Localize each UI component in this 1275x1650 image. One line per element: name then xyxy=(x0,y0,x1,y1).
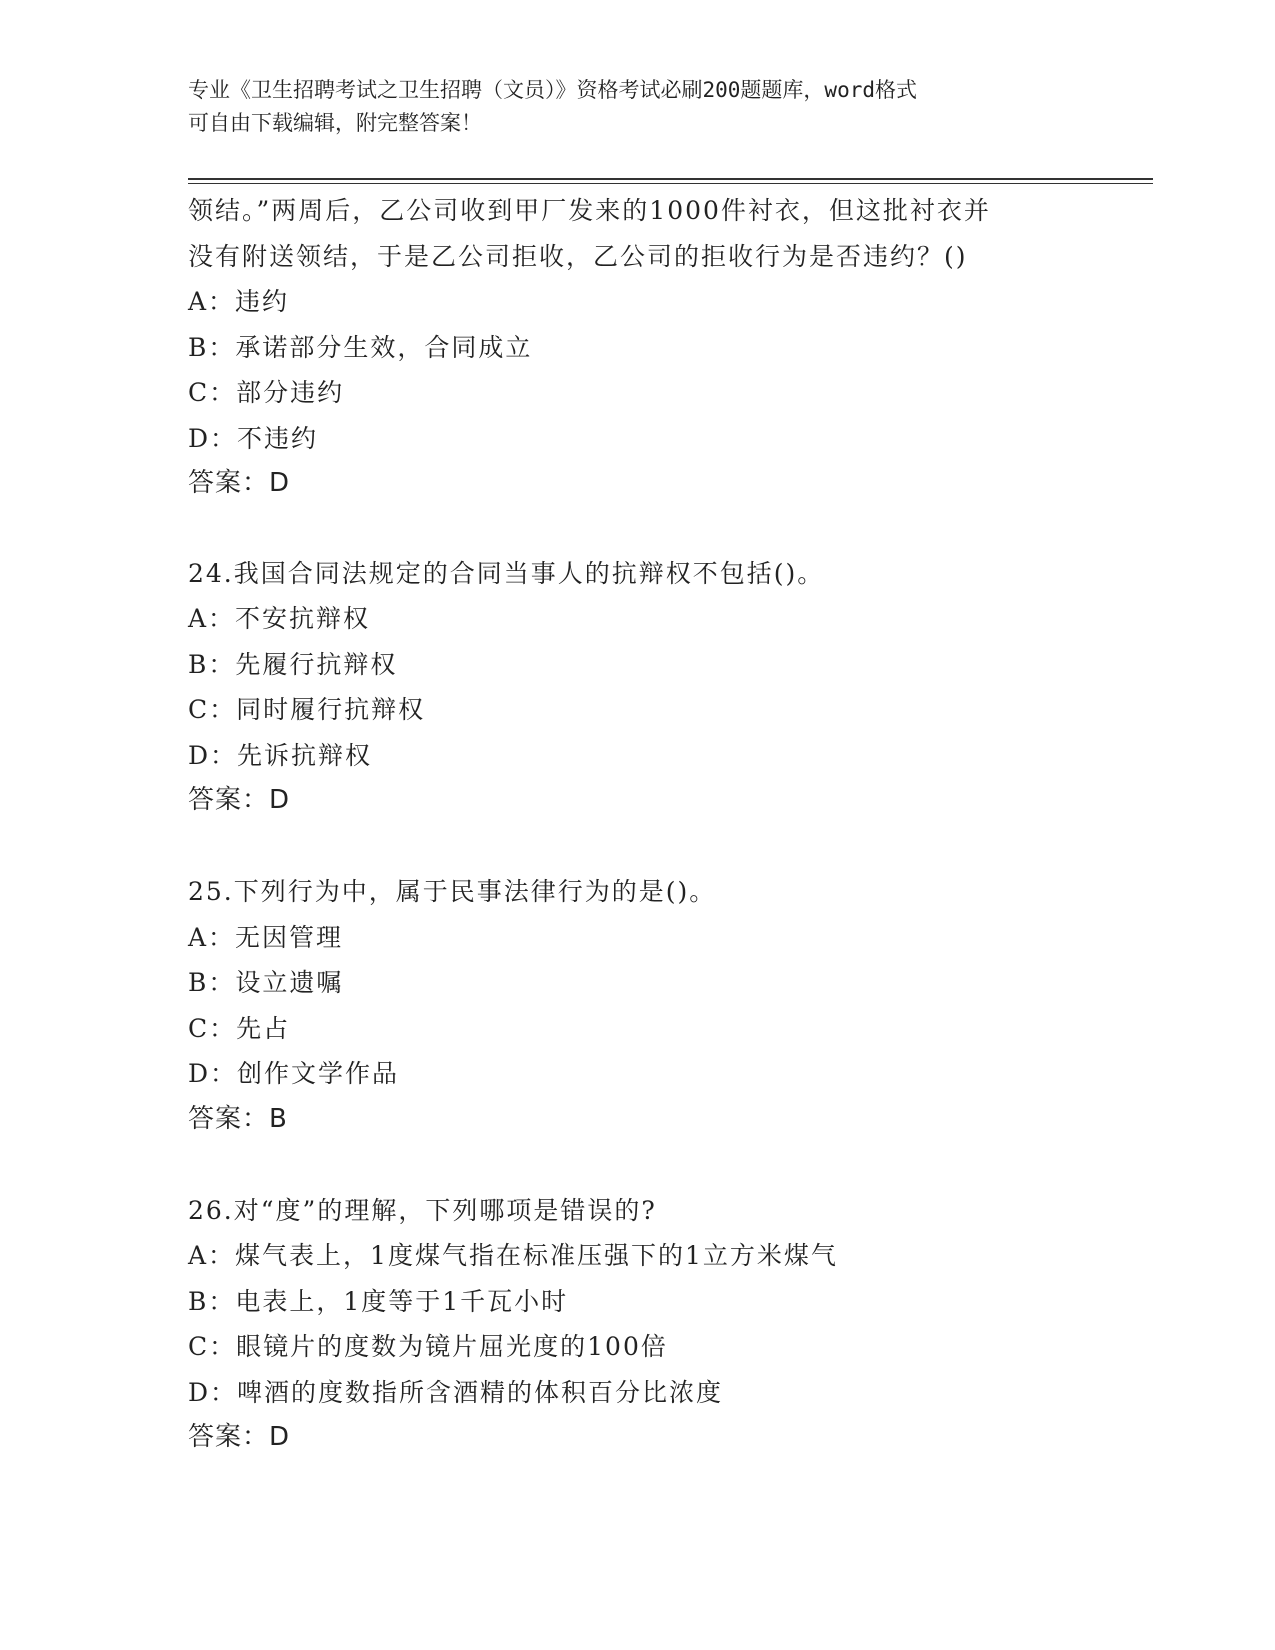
option-c: C：部分违约 xyxy=(188,378,345,407)
option-c: C：同时履行抗辩权 xyxy=(188,695,426,724)
question-stem: 26.对“度”的理解，下列哪项是错误的? xyxy=(188,1195,657,1225)
question-stem-line: 没有附送领结，于是乙公司拒收，乙公司的拒收行为是否违约？() xyxy=(188,241,968,271)
option-b: B：承诺部分生效，合同成立 xyxy=(188,332,533,362)
document-body xyxy=(188,188,1148,1461)
option-c: C：眼镜片的度数为镜片屈光度的100倍 xyxy=(188,1332,668,1361)
option-a: A：无因管理 xyxy=(188,922,344,952)
option-b: B：设立遗嘱 xyxy=(188,968,344,997)
answer-line: 答案：D xyxy=(188,785,291,815)
question-25 xyxy=(188,869,1148,1142)
question-24 xyxy=(188,551,1148,824)
option-d: D：先诉抗辩权 xyxy=(188,740,373,770)
option-d: D：创作文学作品 xyxy=(188,1059,400,1088)
header-divider-thin xyxy=(188,183,1153,184)
option-a: A：不安抗辩权 xyxy=(188,604,371,633)
option-b: B：电表上，1度等于1千瓦小时 xyxy=(188,1286,569,1316)
question-23-continuation xyxy=(188,188,1148,507)
question-stem: 25.下列行为中，属于民事法律行为的是()。 xyxy=(188,877,717,906)
question-stem: 24.我国合同法规定的合同当事人的抗辩权不包括()。 xyxy=(188,558,825,588)
question-26 xyxy=(188,1188,1148,1461)
document-header xyxy=(188,74,1088,140)
answer-line: 答案：D xyxy=(188,468,291,498)
option-d: D：啤酒的度数指所含酒精的体积百分比浓度 xyxy=(188,1377,724,1407)
answer-line: 答案：B xyxy=(188,1103,288,1134)
answer-line: 答案：D xyxy=(188,1422,291,1452)
option-c: C：先占 xyxy=(188,1013,291,1043)
header-title-line-1: 专业《卫生招聘考试之卫生招聘（文员）》资格考试必刷200题题库，word格式 xyxy=(188,78,917,102)
option-a: A：煤气表上，1度煤气指在标准压强下的1立方米煤气 xyxy=(188,1241,838,1270)
option-a: A：违约 xyxy=(188,287,290,316)
header-divider-thick xyxy=(188,178,1153,180)
option-b: B：先履行抗辩权 xyxy=(188,649,398,679)
header-title-line-2: 可自由下载编辑，附完整答案！ xyxy=(188,111,482,135)
question-stem-line: 领结。”两周后，乙公司收到甲厂发来的1000件衬衣，但这批衬衣并 xyxy=(188,196,991,225)
option-d: D：不违约 xyxy=(188,423,319,453)
